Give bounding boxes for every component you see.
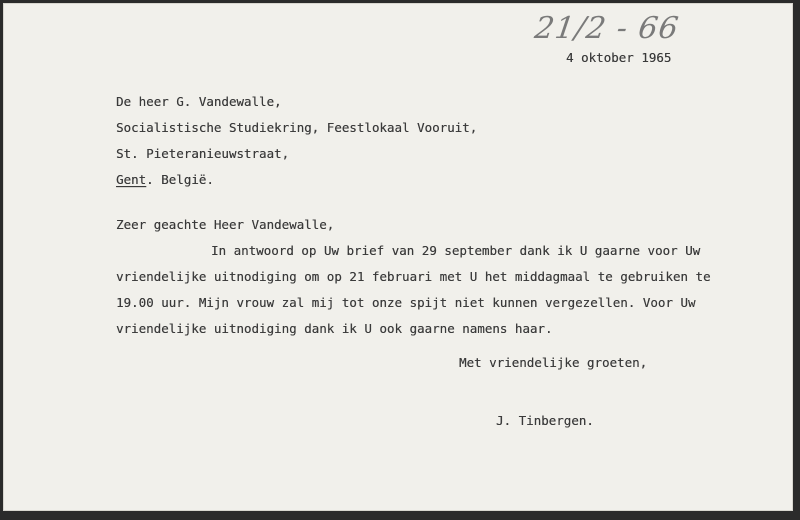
recipient-line-1: De heer G. Vandewalle, <box>116 94 282 109</box>
recipient-line-4 <box>116 172 214 187</box>
recipient-country: . België. <box>146 172 214 187</box>
recipient-line-2: Socialistische Studiekring, Feestlokaal Vooruit, <box>116 120 478 135</box>
recipient-line-3: St. Pieteranieuwstraat, <box>116 146 290 161</box>
body-line-2: vriendelijke uitnodiging om op 21 februari met U het middagmaal te gebruiken te <box>116 269 711 284</box>
letter-page <box>3 3 793 511</box>
body-line-3: 19.00 uur. Mijn vrouw zal mij tot onze spijt niet kunnen vergezellen. Voor Uw <box>116 295 696 310</box>
recipient-city: Gent <box>116 172 147 187</box>
letter-date: 4 oktober 1965 <box>566 50 672 65</box>
handwritten-annotation: 21/2 - 66 <box>532 11 682 46</box>
closing: Met vriendelijke groeten, <box>459 355 648 370</box>
body-line-1: In antwoord op Uw brief van 29 september dank ik U gaarne voor Uw <box>211 243 701 258</box>
body-line-4: vriendelijke uitnodiging dank ik U ook gaarne namens haar. <box>116 321 553 336</box>
salutation: Zeer geachte Heer Vandewalle, <box>116 217 335 232</box>
signature: J. Tinbergen. <box>496 413 594 428</box>
